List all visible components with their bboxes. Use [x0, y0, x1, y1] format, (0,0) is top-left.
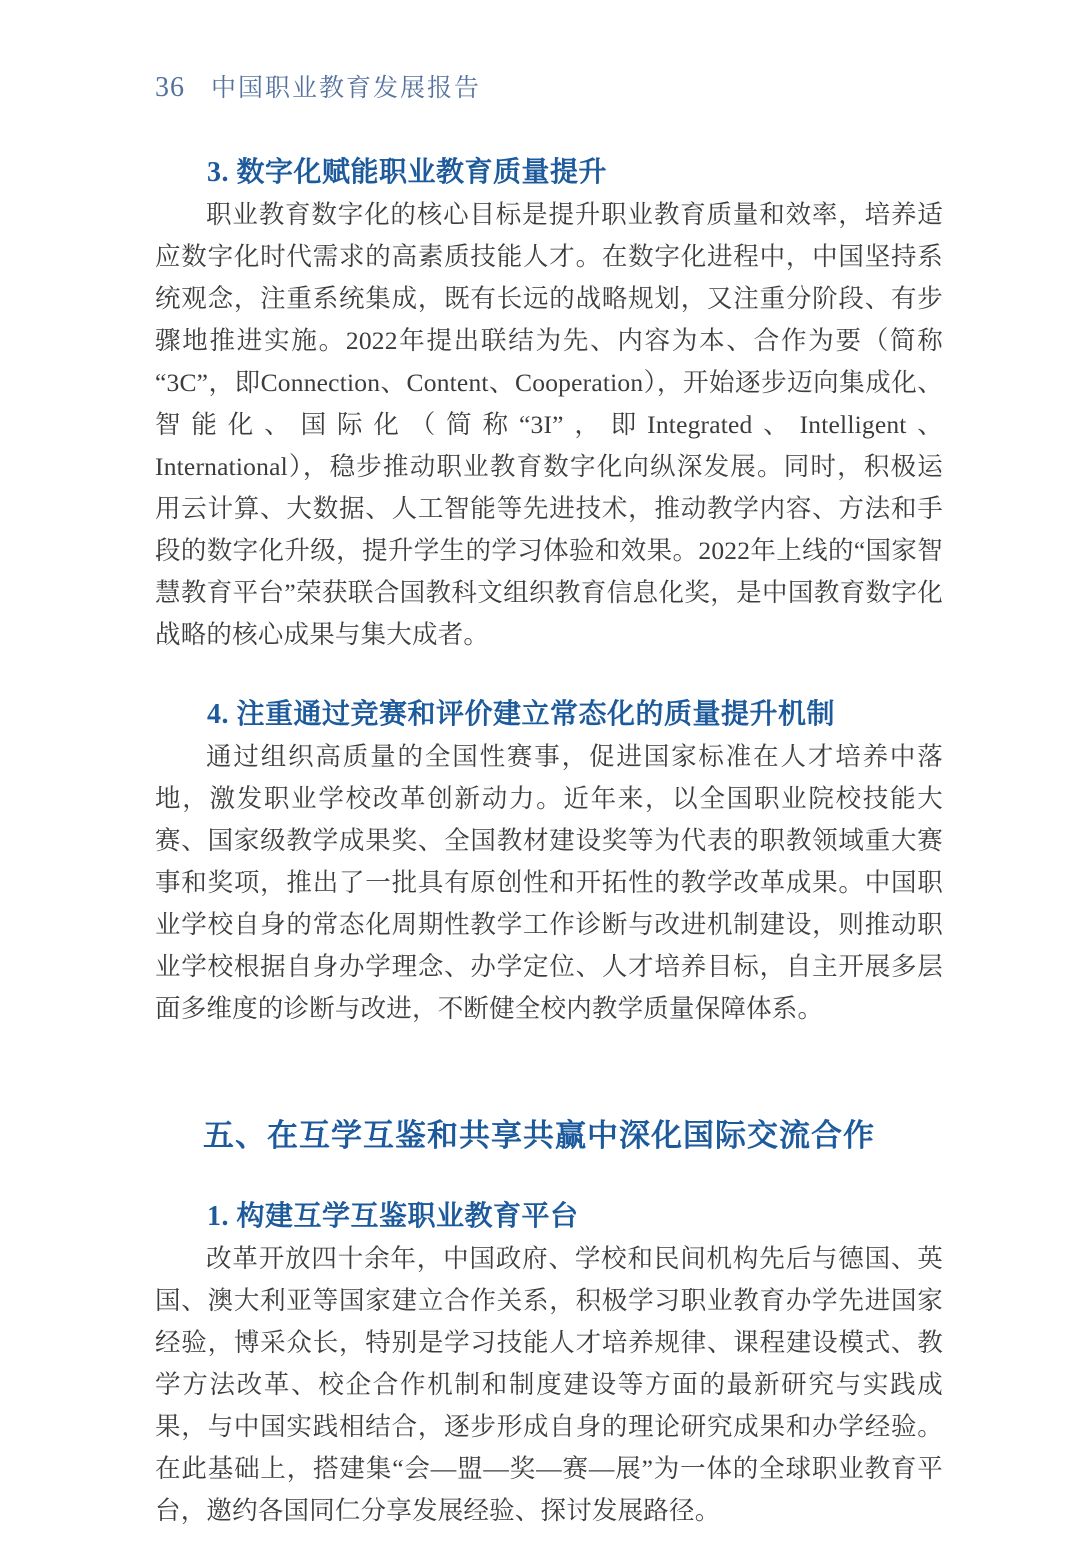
page-body [155, 152, 943, 1532]
section-4-paragraph: 通过组织高质量的全国性赛事，促进国家标准在人才培养中落地，激发职业学校改革创新动力。近年来，以全国职业院校技能大赛、国家级教学成果奖、全国教材建设奖等为代表的职教领域重大赛事和奖项，推出了一批具有原创性和开拓性的教学改革成果。中国职业学校自身的常态化周期性教学工作诊断与改进机制建设，则推动职业学校根据自身办学理念、办学定位、人才培养目标，自主开展多层面多维度的诊断与改进，不断健全校内教学质量保障体系。 [155, 742, 943, 1023]
running-title: 中国职业教育发展报告 [211, 75, 482, 102]
section-3-paragraph: 职业教育数字化的核心目标是提升职业教育质量和效率，培养适应数字化时代需求的高素质技能人才。在数字化进程中，中国坚持系统观念，注重系统集成，既有长远的战略规划，又注重分阶段、有步骤地推进实施。2022年提出联结为先、内容为本、合作为要（简称“3C”，即Connection、Content、Cooperation），开始逐步迈向集成化、智能化、国际化（简称“3I”，即Integrated、Intelligent、International），稳步推动职业教育数字化向纵深发展。同时，积极运用云计算、大数据、人工智能等先进技术，推动教学内容、方法和手段的数字化升级，提升学生的学习体验和效果。2022年上线的“国家智慧教育平台”荣获联合国教科文组织教育信息化奖，是中国教育数字化战略的核心成果与集大成者。 [155, 200, 943, 649]
page-header [155, 68, 945, 104]
page-number: 36 [155, 72, 185, 103]
section-4-heading: 4. 注重通过竞赛和评价建立常态化的质量提升机制 [207, 699, 836, 730]
section-5-1-paragraph: 改革开放四十余年，中国政府、学校和民间机构先后与德国、英国、澳大利亚等国家建立合作关系，积极学习职业教育办学先进国家经验，博采众长，特别是学习技能人才培养规律、课程建设模式、教学方法改革、校企合作机制和制度建设等方面的最新研究与实践成果，与中国实践相结合，逐步形成自身的理论研究成果和办学经验。在此基础上，搭建集“会—盟—奖—赛—展”为一体的全球职业教育平台，邀约各国同仁分享发展经验、探讨发展路径。 [155, 1244, 943, 1525]
section-3-heading: 3. 数字化赋能职业教育质量提升 [207, 157, 608, 188]
section-5-1-heading: 1. 构建互学互鉴职业教育平台 [207, 1201, 579, 1232]
chapter-5-heading: 五、在互学互鉴和共享共赢中深化国际交流合作 [203, 1118, 875, 1153]
